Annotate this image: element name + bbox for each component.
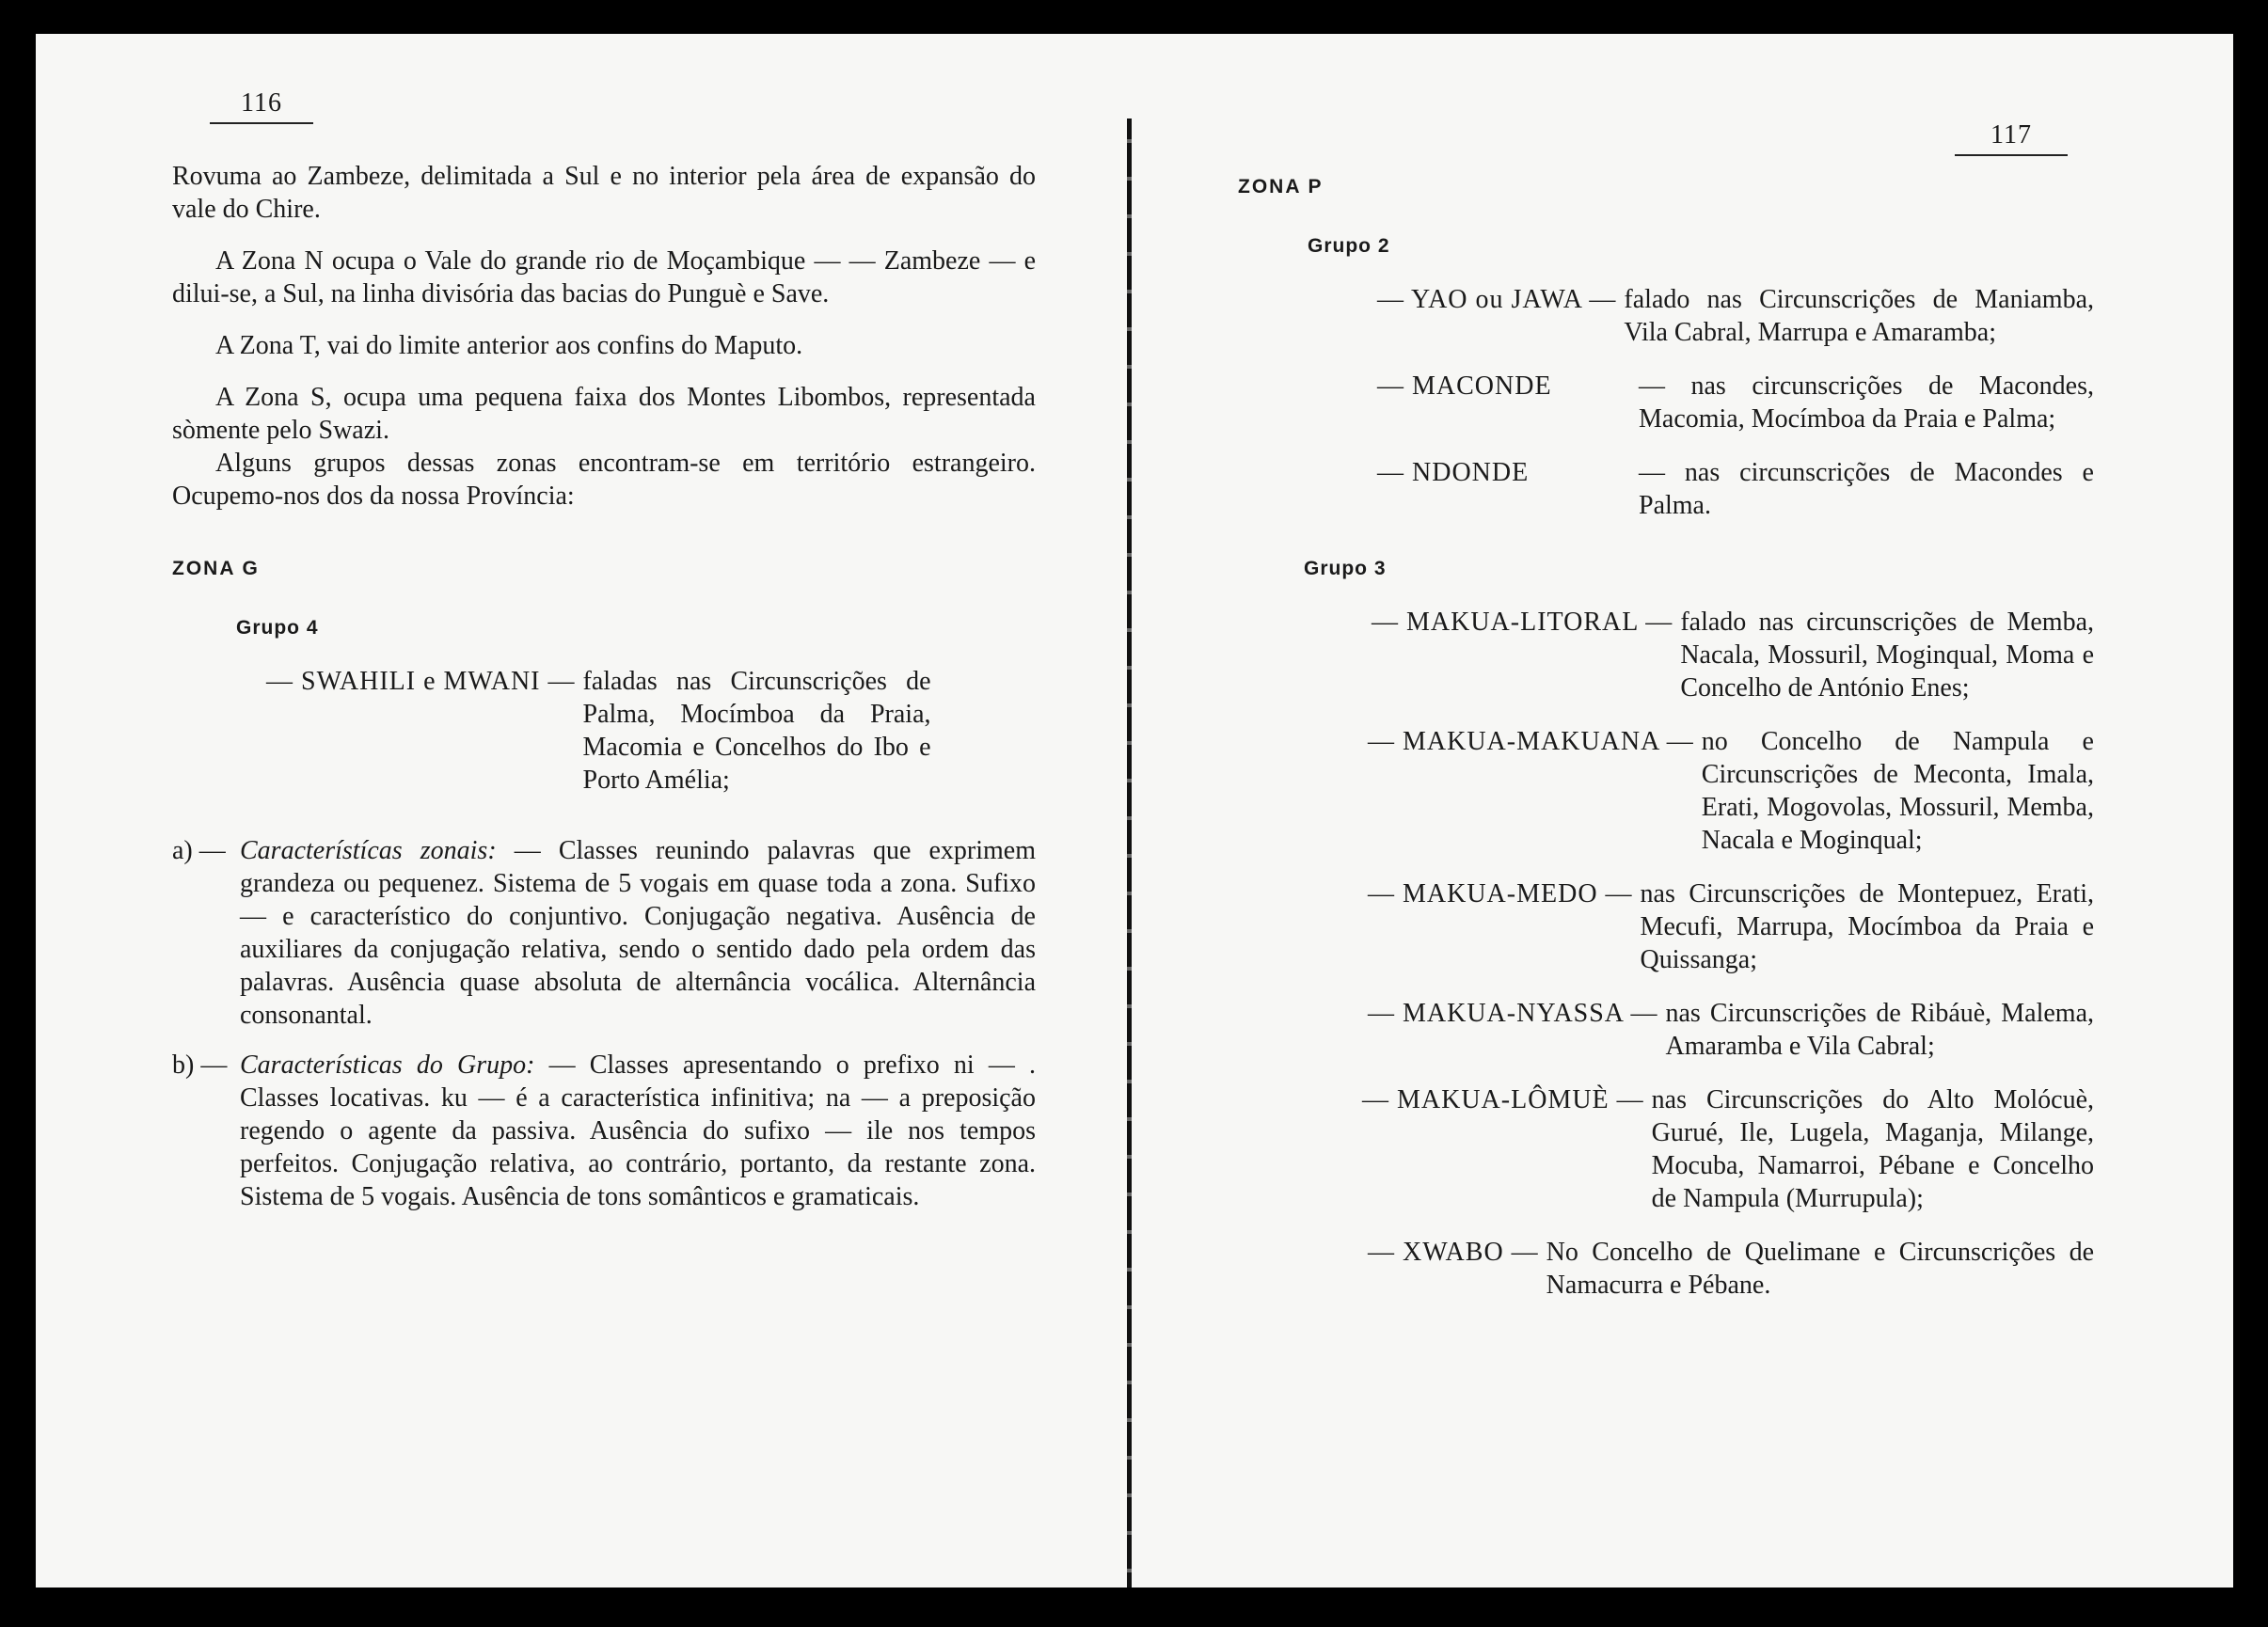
language-entry-makua-nyassa — [1368, 997, 2094, 1063]
language-name: — MAKUA-MEDO — — [1368, 879, 1633, 908]
language-entry-makua-medo — [1368, 877, 2094, 976]
paragraph-alguns-grupos: Alguns grupos dessas zonas encontram-se em território estrangeiro. Ocupemo-nos dos da nossa Província: — [172, 449, 1036, 511]
grupo-3-heading: Grupo 3 — [1304, 558, 1387, 579]
item-body: — Classes apresentando o prefixo ni — . Classes locativas. ku — é a característica infinitiva; na — a preposição regendo o agente da passiva. Ausência do sufixo — ile nos tempos perfeitos. Conjugação relativa, ao contrário, portanto, da restante zona. Sistema de 5 vogais. Ausência de tons somânticos e gramaticais. — [240, 1050, 1036, 1211]
language-name: — SWAHILI e MWANI — — [266, 667, 576, 696]
paragraph-zona-s: A Zona S, ocupa uma pequena faixa dos Montes Libombos, representada sòmente pelo Swazi. — [172, 383, 1036, 445]
zona-p-heading: ZONA P — [1238, 176, 1324, 197]
language-name: — MAKUA-NYASSA — — [1368, 999, 1658, 1028]
item-label: a) — — [172, 836, 226, 865]
item-label: b) — — [172, 1050, 228, 1080]
language-description: no Concelho de Nampula e Circunscrições de Meconta, Imala, Erati, Mogovolas, Mossuril, Memba, Nacala e Moginqual; — [1701, 727, 2094, 855]
intro-paragraph: Rovuma ao Zambeze, delimitada a Sul e no interior pela área de expansão do vale do Chire. — [172, 162, 1036, 224]
item-title: Característícas zonais: — [240, 836, 497, 865]
language-entry-swahili — [266, 665, 1036, 797]
language-description: — nas circunscrições de Macondes, Macomia, Mocímboa da Praia e Palma; — [1639, 371, 2094, 434]
language-name: — XWABO — — [1368, 1238, 1539, 1267]
grupo-4-heading: Grupo 4 — [236, 617, 319, 639]
language-name: — YAO ou JAWA — — [1377, 285, 1617, 314]
left-page-number: 116 — [210, 88, 313, 124]
language-entry-maconde — [1377, 370, 2094, 435]
language-description: falado nas circunscrições de Memba, Nacala, Mossuril, Moginqual, Moma e Concelho de António Enes; — [1680, 608, 2094, 703]
language-entry-yao — [1377, 283, 2094, 349]
language-entry-xwabo — [1368, 1236, 2094, 1302]
language-entry-makua-makuana — [1368, 725, 2094, 857]
language-entry-ndonde — [1377, 456, 2094, 522]
language-description: — nas circunscrições de Macondes e Palma. — [1639, 458, 2094, 520]
language-entry-makua-lomue — [1362, 1083, 2094, 1215]
book-spread — [36, 34, 2233, 1588]
language-name: — MAKUA-MAKUANA — — [1368, 727, 1694, 756]
paragraph-zona-n: A Zona N ocupa o Vale do grande rio de Moçambique — — Zambeze — e dilui-se, a Sul, na linha divisória das bacias do Punguè e Save. — [172, 246, 1036, 308]
grupo-2-heading: Grupo 2 — [1308, 235, 1390, 257]
right-page-number: 117 — [1955, 120, 2068, 156]
language-name: — MACONDE — [1377, 371, 1552, 401]
language-name: — MAKUA-LÔMUÈ — — [1362, 1085, 1644, 1114]
language-description: faladas nas Circunscrições de Palma, Mocímboa da Praia, Macomia e Concelhos do Ibo e Porto Amélia; — [582, 667, 931, 795]
item-text — [240, 1049, 1036, 1213]
language-description: nas Circunscrições de Ribáuè, Malema, Amaramba e Vila Cabral; — [1665, 999, 2094, 1061]
characteristics-item-b — [172, 1049, 1036, 1213]
item-title: Características do Grupo: — [240, 1050, 535, 1080]
left-page — [172, 160, 1036, 1213]
language-description: nas Circunscrições de Montepuez, Erati, Mecufi, Marrupa, Mocímboa da Praia e Quissanga; — [1640, 879, 2094, 974]
language-entry-makua-litoral — [1372, 606, 2094, 704]
item-body: — Classes reunindo palavras que exprimem grandeza ou pequenez. Sistema de 5 vogais em quase toda a zona. Sufixo — e característico do conjuntivo. Conjugação negativa. Ausência de auxiliares da conjugação relativa, sendo o sentido dado pela ordem das palavras. Ausência quase absoluta de alternância vocálica. Alternância consonantal. — [240, 836, 1036, 1030]
language-description: falado nas Circunscrições de Maniamba, Vila Cabral, Marrupa e Amaramba; — [1624, 285, 2094, 347]
page-gutter-divider — [1127, 118, 1132, 1588]
language-name: — NDONDE — [1377, 458, 1530, 487]
item-text — [240, 834, 1036, 1032]
language-description: No Concelho de Quelimane e Circunscrições de Namacurra e Pébane. — [1546, 1238, 2094, 1300]
zona-g-heading: ZONA G — [172, 558, 260, 579]
characteristics-item-a — [172, 834, 1036, 1032]
right-page — [1238, 170, 2094, 1302]
language-name: — MAKUA-LITORAL — — [1372, 608, 1673, 637]
paragraph-zona-t: A Zona T, vai do limite anterior aos confins do Maputo. — [215, 331, 803, 360]
language-description: nas Circunscrições do Alto Molócuè, Gurué, Ile, Lugela, Maganja, Milange, Mocuba, Namarroi, Pébane e Concelho de Nampula (Murrupula); — [1651, 1085, 2094, 1213]
